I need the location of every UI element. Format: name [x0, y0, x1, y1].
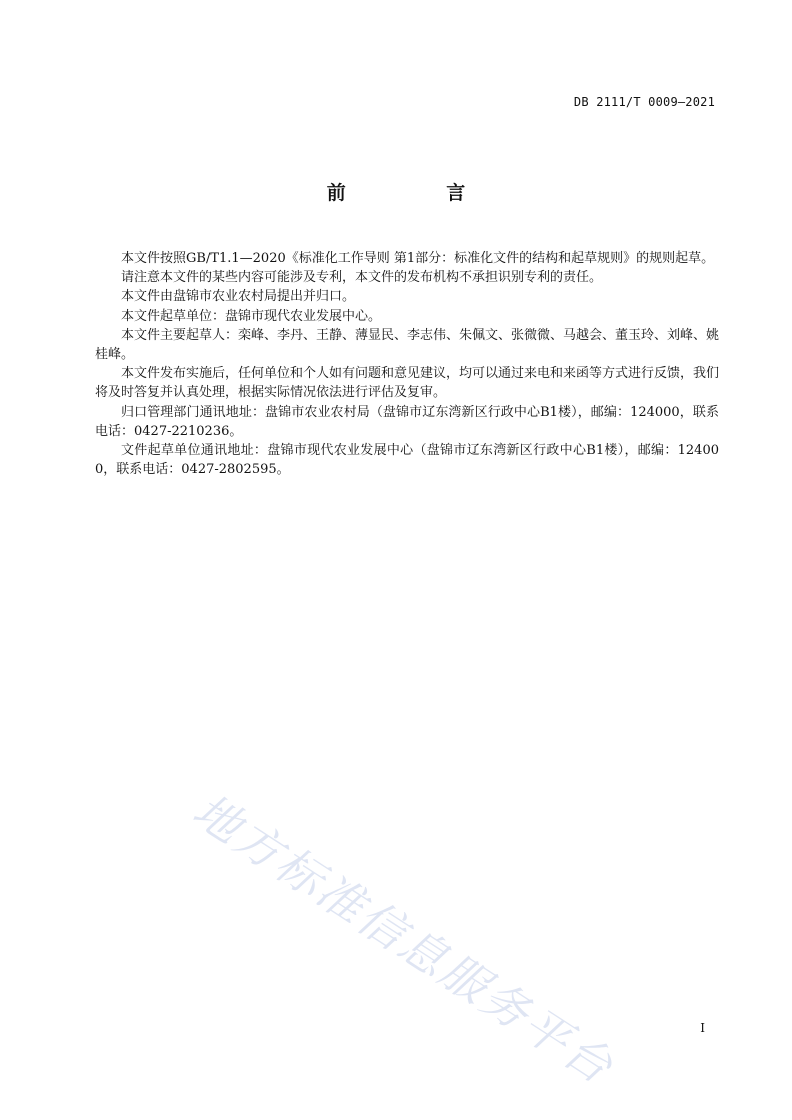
page-title: 前 言 — [326, 182, 513, 204]
paragraph-patent-notice: 请注意本文件的某些内容可能涉及专利，本文件的发布机构不承担识别专利的责任。 — [121, 270, 603, 286]
watermark: 地方标准信息服务平台 — [183, 782, 625, 1096]
paragraph-drafting-unit: 本文件起草单位：盘锦市现代农业发展中心。 — [121, 308, 382, 324]
paragraph-proposer: 本文件由盘锦市农业农村局提出并归口。 — [121, 289, 356, 305]
foreword-body — [95, 249, 719, 479]
paragraph-drafters: 本文件主要起草人：栾峰、李丹、王静、薄显民、李志伟、朱佩文、张微微、马越会、董玉玲、刘峰、姚桂峰。 — [95, 327, 720, 363]
document-code: DB 2111/T 0009—2021 — [573, 95, 715, 109]
paragraph-drafter-address: 文件起草单位通讯地址：盘锦市现代农业发展中心（盘锦市辽东湾新区行政中心B1楼），邮编：124000，联系电话：0427-2802595。 — [95, 443, 719, 478]
paragraph-drafting-rules: 本文件按照GB/T1.1—2020《标准化工作导则 第1部分：标准化文件的结构和起草规则》的规则起草。 — [121, 251, 715, 266]
paragraph-authority-address: 归口管理部门通讯地址：盘锦市农业农村局（盘锦市辽东湾新区行政中心B1楼），邮编：124000，联系电话：0427-2210236。 — [95, 404, 719, 439]
paragraph-feedback: 本文件发布实施后，任何单位和个人如有问题和意见建议，均可以通过来电和来函等方式进行反馈，我们将及时答复并认真处理，根据实际情况依法进行评估及复审。 — [95, 366, 720, 401]
page-number: I — [700, 1021, 705, 1035]
